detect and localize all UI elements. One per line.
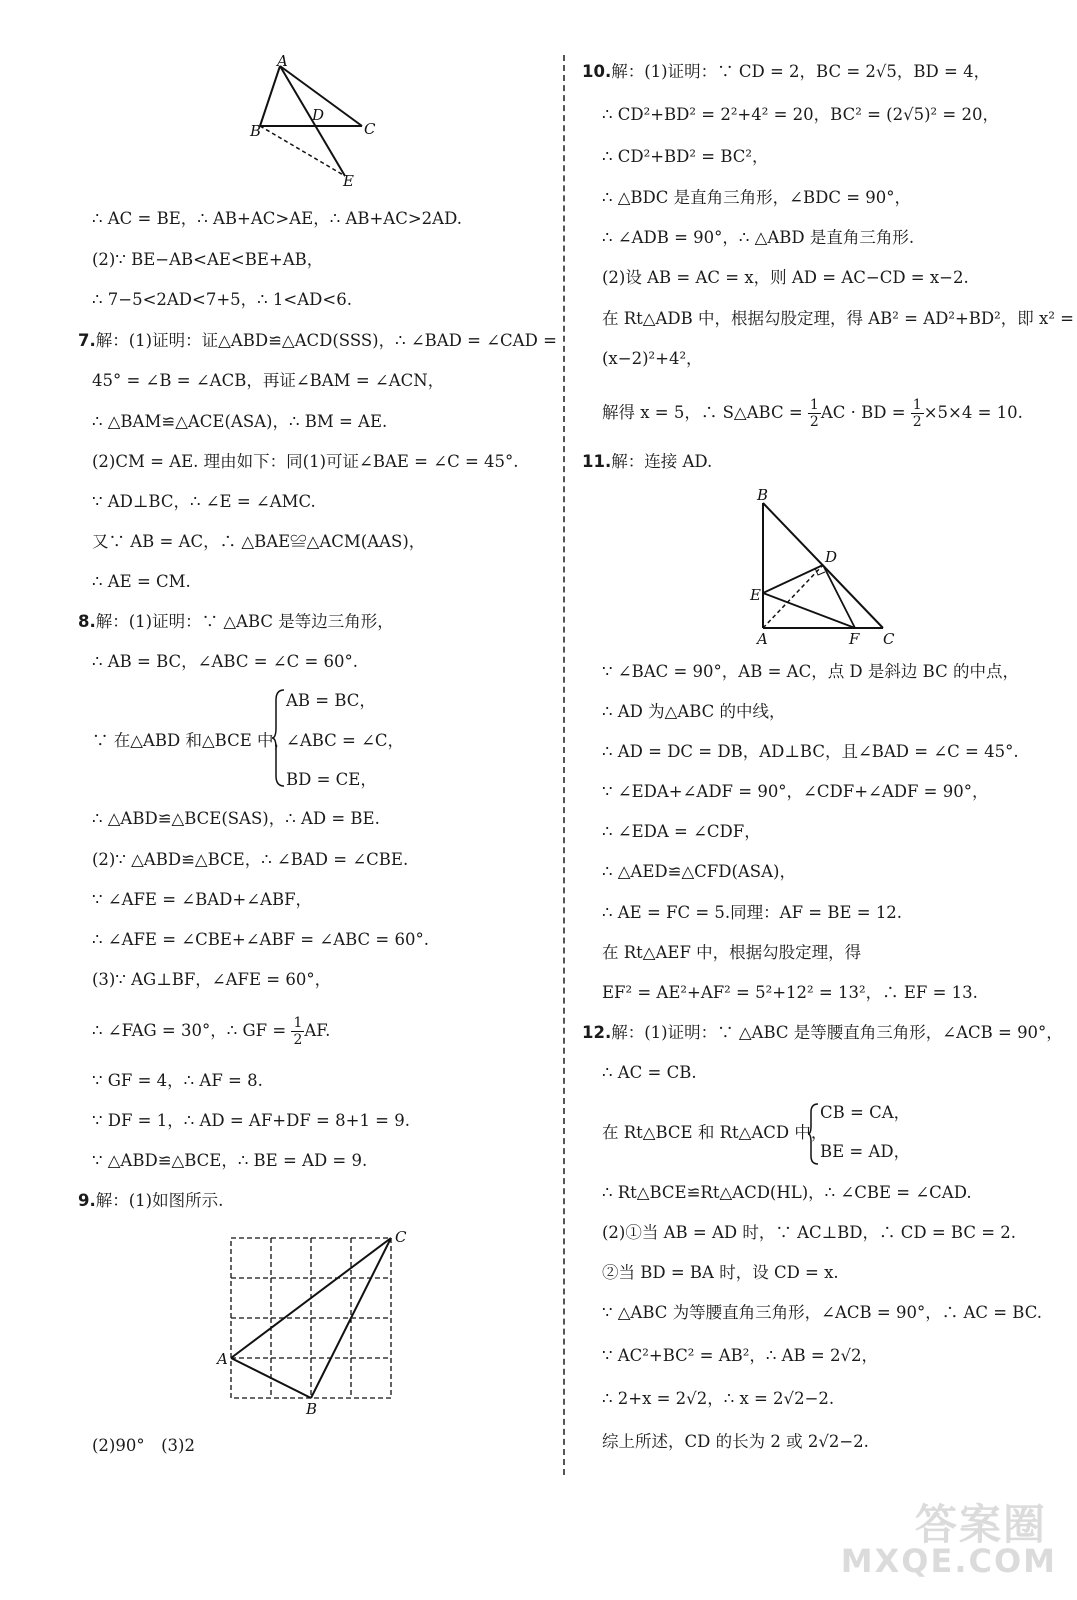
problem-number: 7. — [78, 331, 96, 350]
fig11-label: E — [750, 586, 761, 604]
problem-10-line1 — [582, 62, 990, 82]
text-line: ∴ AD 为△ABC 的中线， — [602, 702, 786, 721]
text-line: ∵ AC²+BC² = AB²，∴ AB = 2√2， — [602, 1346, 878, 1365]
fig1-label: C — [364, 120, 376, 138]
text-line: 又∵ AB = AC，∴ △BAE≌△ACM(AAS)， — [92, 532, 426, 551]
fig11-label: A — [757, 630, 768, 648]
system-eq: CB = CA， — [820, 1103, 911, 1122]
fig1-label: D — [312, 106, 325, 124]
text-line: ∴ AE = CM. — [92, 572, 191, 591]
text-line: 在 Rt△ADB 中，根据勾股定理，得 AB² = AD²+BD²，即 x² = — [602, 309, 1075, 328]
text-line: ∴ △ABD≌△BCE(SAS)，∴ AD = BE. — [92, 809, 380, 828]
text-line: ∵ GF = 4，∴ AF = 8. — [92, 1071, 263, 1090]
fig1-label: B — [250, 122, 262, 140]
text-line: ∴ △BDC 是直角三角形，∠BDC = 90°， — [602, 188, 912, 207]
fig11-label: C — [883, 630, 895, 648]
text-line: ∴ Rt△BCE≌Rt△ACD(HL)，∴ ∠CBE = ∠CAD. — [602, 1183, 972, 1202]
text-line: ∵ 在△ABD 和△BCE 中， — [92, 731, 290, 750]
text-line-fraction — [602, 397, 1023, 430]
text-line: ∴ AD = DC = DB，AD⊥BC，且∠BAD = ∠C = 45°. — [602, 742, 1019, 761]
text-line: ∴ AC = CB. — [602, 1063, 697, 1082]
text-line: ∴ △AED≌△CFD(ASA)， — [602, 862, 796, 881]
text: 解得 x = 5，∴ S△ABC = — [602, 403, 803, 422]
text: 解：(1)证明：∵ △ABC 是等腰直角三角形，∠ACB = 90°， — [611, 1023, 1063, 1042]
problem-11-line1 — [582, 452, 712, 472]
problem-number: 8. — [78, 612, 96, 631]
text: AF. — [304, 1021, 331, 1040]
text-line: (2)设 AB = AC = x，则 AD = AC−CD = x−2. — [602, 268, 969, 287]
text-line: EF² = AE²+AF² = 5²+12² = 13²，∴ EF = 13. — [602, 983, 978, 1002]
fig9-label: A — [217, 1350, 228, 1368]
brace — [808, 1102, 820, 1166]
text-line: (2)∵ △ABD≌△BCE，∴ ∠BAD = ∠CBE. — [92, 850, 409, 869]
text-line: 综上所述，CD 的长为 2 或 2√2−2. — [602, 1432, 869, 1451]
text-line: (x−2)²+4²， — [602, 349, 703, 368]
problem-number: 10. — [582, 62, 612, 81]
text-line: ∵ ∠EDA+∠ADF = 90°，∠CDF+∠ADF = 90°， — [602, 782, 989, 801]
text-line: (2)①当 AB = AD 时，∵ AC⊥BD，∴ CD = BC = 2. — [602, 1223, 1017, 1242]
fig11-label: F — [849, 630, 860, 648]
problem-number: 11. — [582, 452, 612, 471]
text-line: ∴ ∠ADB = 90°，∴ △ABD 是直角三角形. — [602, 228, 915, 247]
fig11-label: D — [825, 548, 838, 566]
figure-grid-9 — [215, 1228, 415, 1418]
text-line: (2)90° (3)2 — [92, 1436, 195, 1455]
text-line: ∴ CD²+BD² = 2²+4² = 20，BC² = (2√5)² = 20， — [602, 105, 999, 124]
text-line: (2)CM = AE. 理由如下：同(1)可证∠BAE = ∠C = 45°. — [92, 452, 519, 471]
figure-triangle-abe — [250, 52, 380, 190]
text-line: ∴ CD²+BD² = BC²， — [602, 147, 769, 166]
watermark-logo — [787, 1492, 1057, 1582]
text-line: 45° = ∠B = ∠ACB，再证∠BAM = ∠ACN， — [92, 371, 445, 390]
text-line: ∵ ∠BAC = 90°，AB = AC，点 D 是斜边 BC 的中点， — [602, 662, 1019, 681]
denominator: 2 — [912, 414, 922, 430]
column-divider — [563, 55, 565, 1475]
text: ×5×4 = 10. — [923, 403, 1023, 422]
problem-8-line1 — [78, 612, 394, 632]
system-eq: BE = AD， — [820, 1142, 911, 1161]
fig1-label: A — [277, 52, 288, 70]
text-line: ∴ ∠AFE = ∠CBE+∠ABF = ∠ABC = 60°. — [92, 930, 429, 949]
system-eq: ∠ABC = ∠C， — [286, 731, 405, 750]
text-line: 在 Rt△BCE 和 Rt△ACD 中， — [602, 1123, 828, 1142]
text: 解：(1)证明：∵ CD = 2，BC = 2√5，BD = 4， — [611, 62, 991, 81]
text-line: ∴ △BAM≌△ACE(ASA)，∴ BM = AE. — [92, 412, 388, 431]
text: ∴ ∠FAG = 30°，∴ GF = — [92, 1021, 287, 1040]
text: 解：(1)如图所示. — [95, 1191, 224, 1210]
problem-number: 9. — [78, 1191, 96, 1210]
text-line: ∴ AE = FC = 5.同理：AF = BE = 12. — [602, 903, 903, 922]
text-line: ∴ AB = BC，∠ABC = ∠C = 60°. — [92, 652, 359, 671]
fraction — [808, 397, 821, 430]
fig9-label: C — [395, 1228, 407, 1246]
system-eq: BD = CE， — [286, 770, 377, 789]
brace — [272, 688, 286, 788]
text: 解：(1)证明：∵ △ABC 是等边三角形， — [95, 612, 394, 631]
text-line: ∵ AD⊥BC，∴ ∠E = ∠AMC. — [92, 492, 316, 511]
text: AC · BD = — [820, 403, 906, 422]
watermark-top: 答案圈 — [914, 1500, 1047, 1549]
numerator: 1 — [809, 397, 819, 413]
watermark-bottom: MXQE.COM — [840, 1542, 1057, 1580]
figure-right-triangle-11 — [745, 488, 915, 648]
text-line: ∵ ∠AFE = ∠BAD+∠ABF， — [92, 890, 313, 909]
system-eq: AB = BC， — [286, 691, 376, 710]
denominator: 2 — [809, 414, 819, 430]
text-line: ∵ △ABC 为等腰直角三角形，∠ACB = 90°，∴ AC = BC. — [602, 1303, 1043, 1322]
text-line: ∴ 2+x = 2√2，∴ x = 2√2−2. — [602, 1389, 835, 1408]
problem-12-line1 — [582, 1023, 1063, 1043]
fraction — [911, 397, 924, 430]
problem-7-line1 — [78, 331, 557, 351]
text-line: ∴ AC = BE，∴ AB+AC>AE，∴ AB+AC>2AD. — [92, 209, 462, 228]
text-line: ∵ △ABD≌△BCE，∴ BE = AD = 9. — [92, 1151, 368, 1170]
numerator: 1 — [293, 1015, 303, 1031]
text-line: (2)∵ BE−AB<AE<BE+AB， — [92, 250, 324, 269]
text-line-fraction — [92, 1015, 330, 1048]
problem-9-line1 — [78, 1191, 223, 1211]
text-line: ∴ ∠EDA = ∠CDF， — [602, 822, 761, 841]
text: 解：连接 AD. — [611, 452, 713, 471]
text-line: ∵ DF = 1，∴ AD = AF+DF = 8+1 = 9. — [92, 1111, 410, 1130]
denominator: 2 — [293, 1032, 303, 1048]
numerator: 1 — [912, 397, 922, 413]
problem-number: 12. — [582, 1023, 612, 1042]
text-line: ∴ 7−5<2AD<7+5，∴ 1<AD<6. — [92, 290, 352, 309]
fig9-label: B — [306, 1400, 318, 1418]
fig11-label: B — [757, 486, 769, 504]
text-line: ②当 BD = BA 时，设 CD = x. — [602, 1263, 839, 1282]
text: 解：(1)证明：证△ABD≌△ACD(SSS)，∴ ∠BAD = ∠CAD = — [95, 331, 557, 350]
text-line: 在 Rt△AEF 中，根据勾股定理，得 — [602, 943, 862, 962]
fraction — [291, 1015, 304, 1048]
fig1-label: E — [343, 172, 354, 190]
text-line: (3)∵ AG⊥BF，∠AFE = 60°， — [92, 970, 332, 989]
